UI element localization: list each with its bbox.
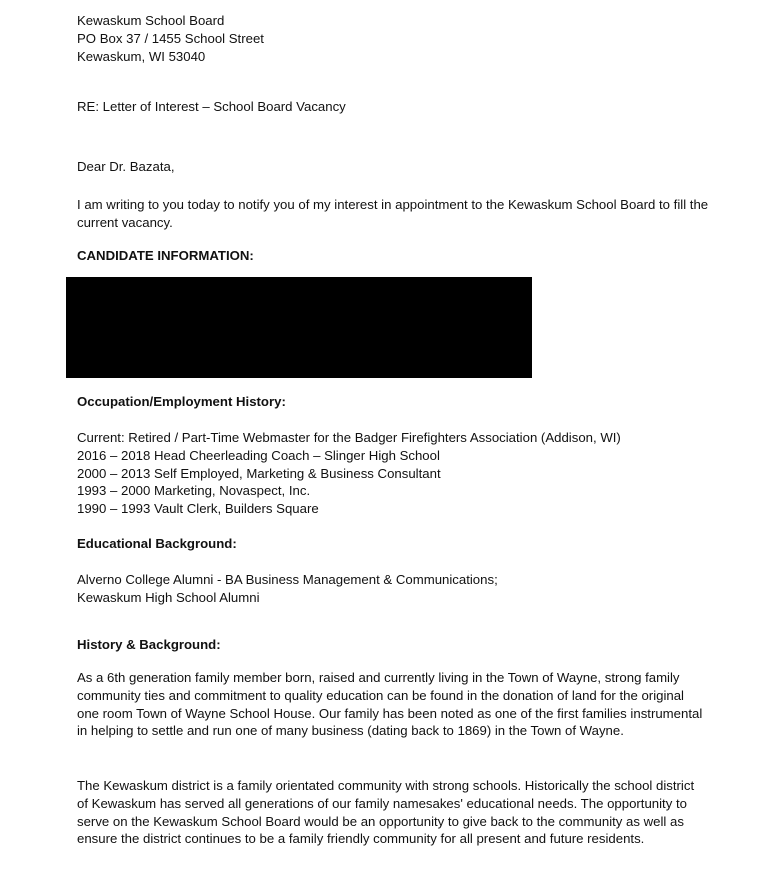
redacted-block: [66, 277, 532, 378]
list-item: 2000 – 2013 Self Employed, Marketing & Business Consultant: [77, 465, 441, 481]
salutation: Dear Dr. Bazata,: [77, 159, 175, 174]
occupation-heading: Occupation/Employment History:: [77, 394, 286, 409]
list-item: 1993 – 2000 Marketing, Novaspect, Inc.: [77, 483, 311, 499]
list-item: 1990 – 1993 Vault Clerk, Builders Square: [77, 501, 319, 517]
education-heading: Educational Background:: [77, 536, 237, 551]
education-list: [77, 571, 717, 607]
history-paragraph-1: As a 6th generation family member born, raised and currently living in the Town of Wayne, strong family community ties and commitment to quality education can be found in the donation of land for the original one room Town of Wayne School House. Our family has been noted as one of the first families instrumental in helping to settle and run one of many business (dating back to 1869) in the Town of Wayne.: [77, 670, 703, 739]
history-paragraph-2: The Kewaskum district is a family orientated community with strong schools. Historically the school district of Kewaskum has served all generations of our family namesakes' educational needs. The opportunity to serve on the Kewaskum School Board would be an opportunity to give back to the community as well as ensure the district continues to be a family friendly community for all present and future residents.: [77, 778, 695, 847]
occupation-list: [77, 429, 717, 518]
history-heading: History & Background:: [77, 637, 221, 652]
address-line-1: Kewaskum School Board: [77, 13, 225, 28]
candidate-information-heading: CANDIDATE INFORMATION:: [77, 248, 254, 263]
list-item: Current: Retired / Part-Time Webmaster for the Badger Firefighters Association (Addison, WI): [77, 430, 621, 445]
intro-paragraph: I am writing to you today to notify you of my interest in appointment to the Kewaskum School Board to fill the current vacancy.: [77, 197, 709, 230]
recipient-address: [77, 12, 717, 65]
list-item: Kewaskum High School Alumni: [77, 589, 260, 605]
address-line-2: PO Box 37 / 1455 School Street: [77, 30, 264, 46]
address-line-3: Kewaskum, WI 53040: [77, 48, 206, 64]
subject-line: RE: Letter of Interest – School Board Vacancy: [77, 99, 346, 114]
list-item: 2016 – 2018 Head Cheerleading Coach – Slinger High School: [77, 447, 440, 463]
list-item: Alverno College Alumni - BA Business Management & Communications;: [77, 572, 498, 587]
